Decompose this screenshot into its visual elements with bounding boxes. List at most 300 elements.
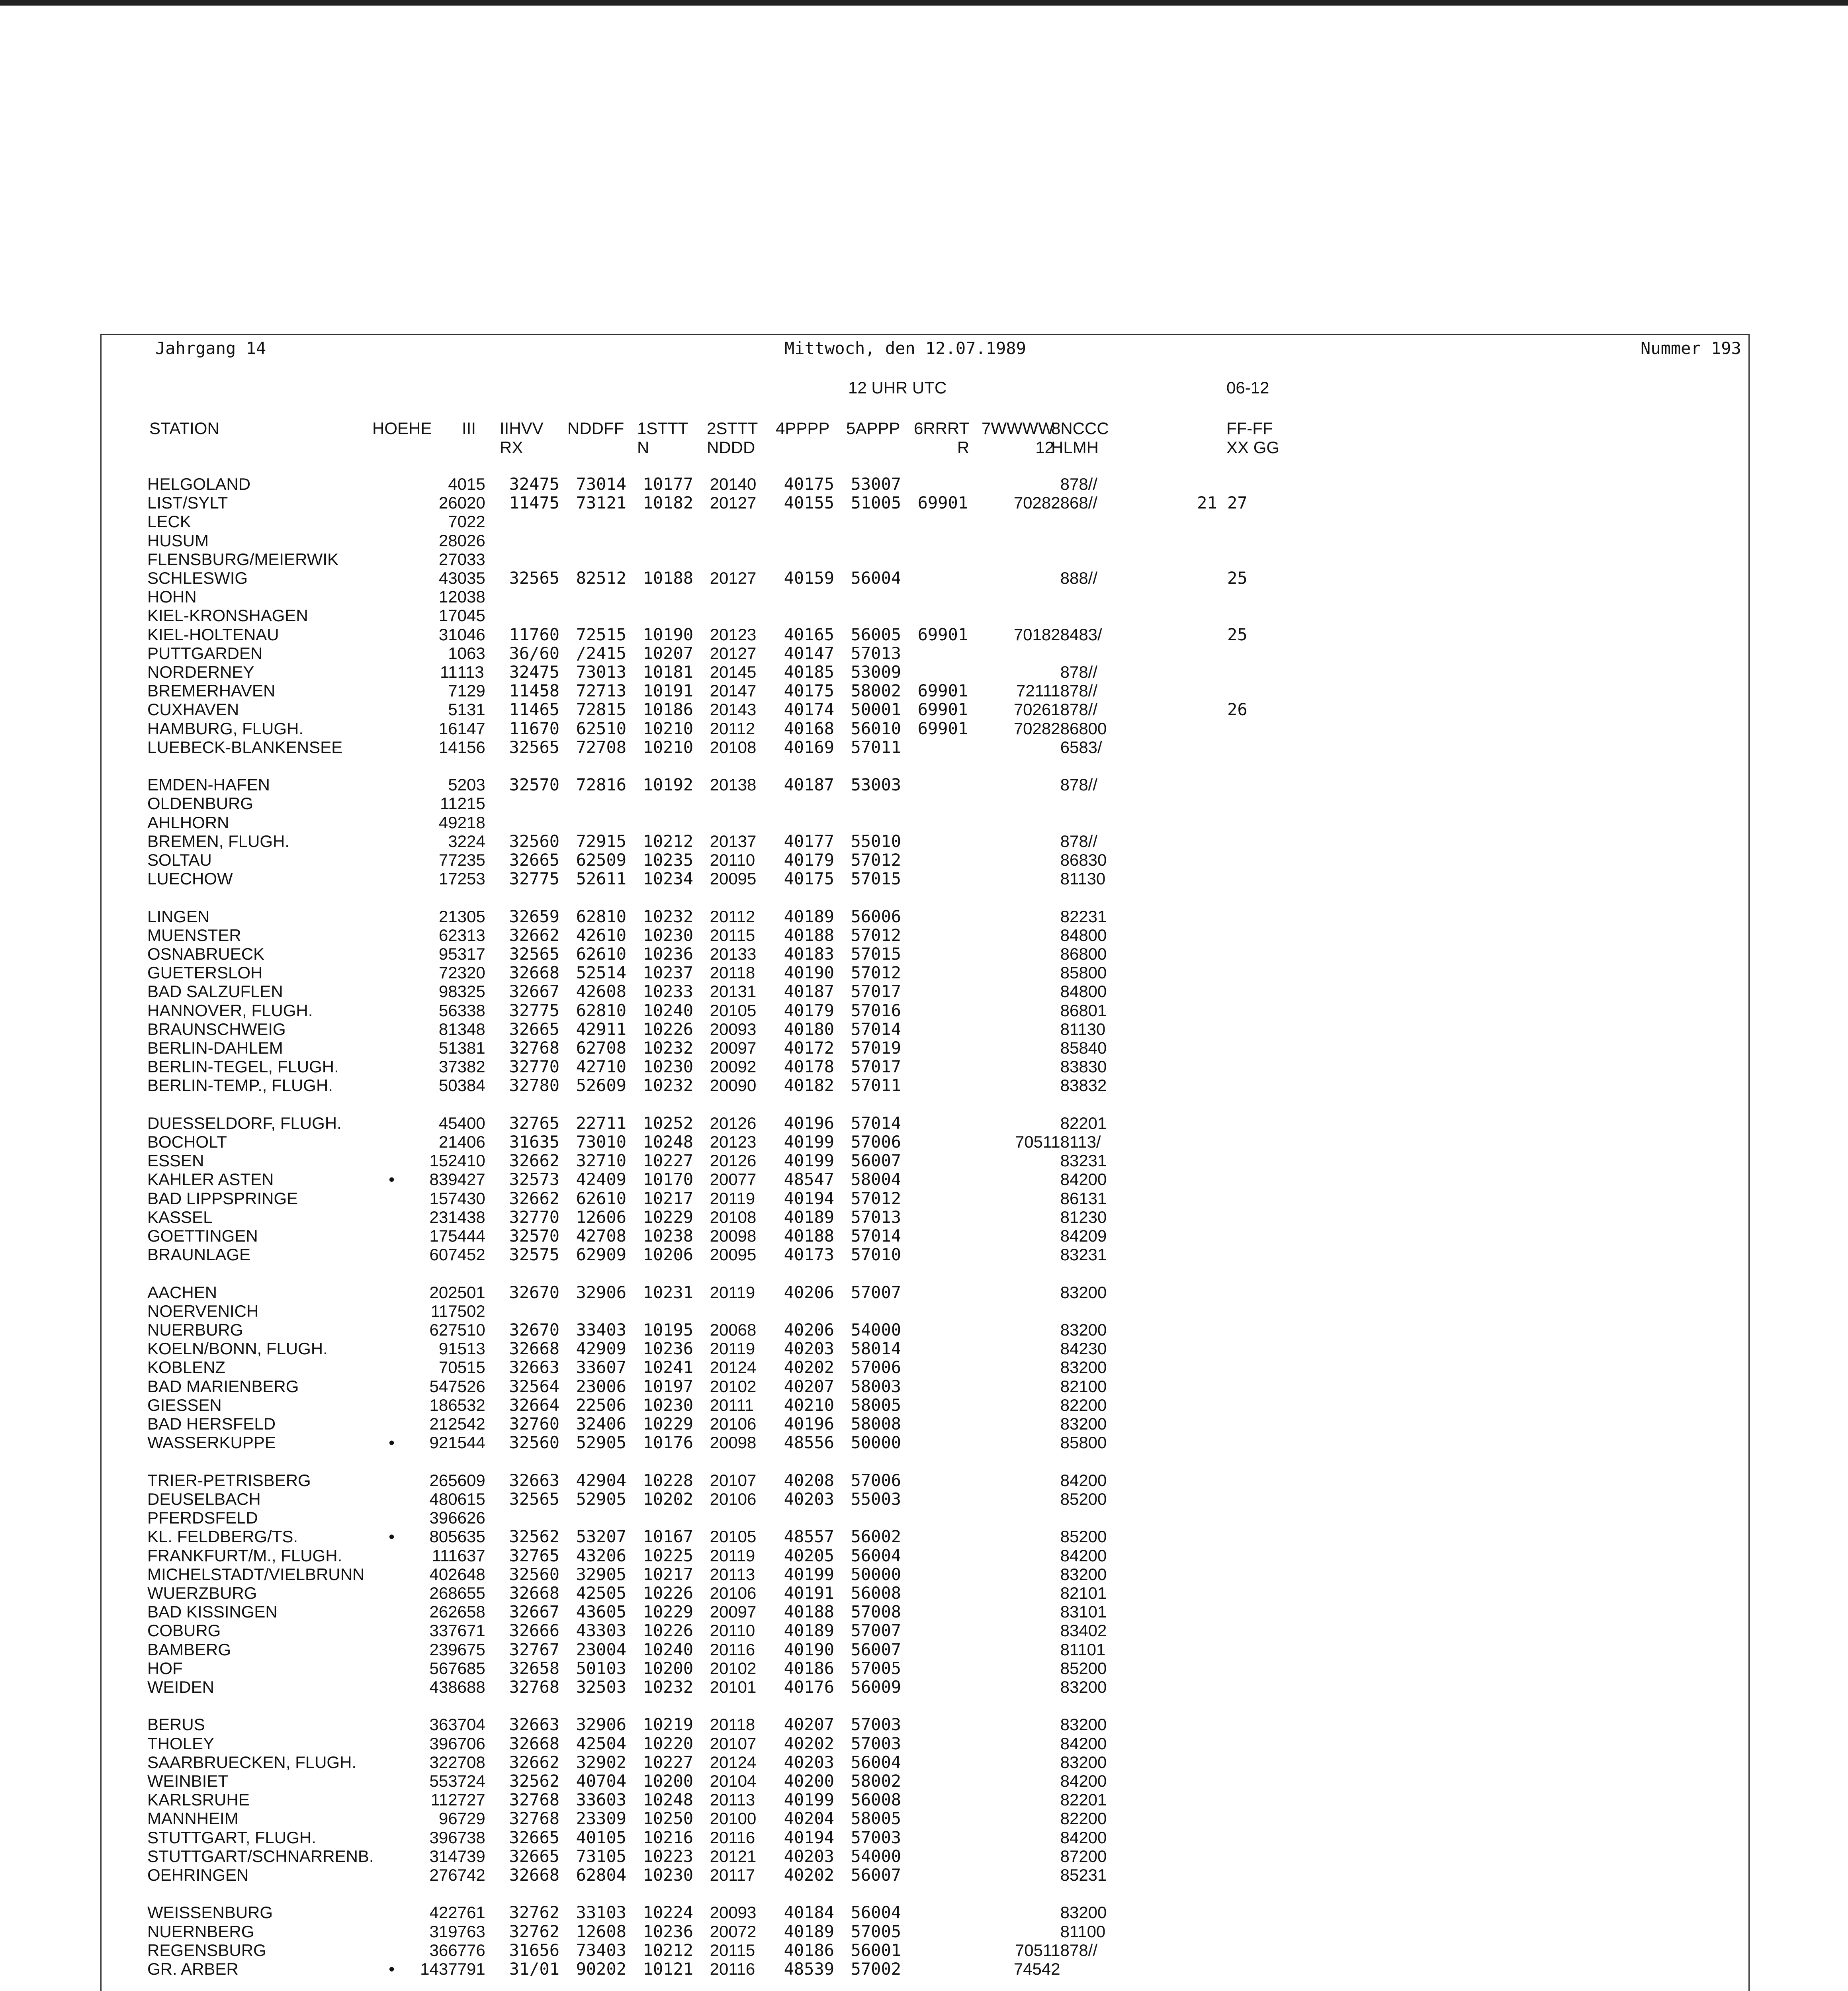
obs-group-9: 85840 — [1060, 1039, 1107, 1058]
obs-group-3: 10210 — [643, 737, 694, 757]
obs-group-3: 10217 — [643, 1565, 694, 1584]
obs-group-7 — [918, 1903, 985, 1922]
obs-group-10 — [1152, 1678, 1248, 1696]
obs-group-3: 10235 — [643, 851, 694, 870]
obs-group-4: 20093 — [710, 1019, 757, 1039]
obs-group-1: 11465 — [509, 700, 560, 719]
station-name: MICHELSTADT/VIELBRUNN — [147, 1565, 365, 1584]
obs-group-2 — [576, 1508, 643, 1527]
obs-group-1: 32475 — [509, 475, 560, 494]
obs-group-2: 72816 — [576, 775, 627, 794]
station-row — [147, 945, 1248, 963]
station-name: OLDENBURG — [147, 794, 254, 813]
obs-group-9: 84209 — [1060, 1226, 1107, 1246]
obs-group-4: 20093 — [710, 1903, 757, 1922]
obs-group-10 — [1152, 1245, 1248, 1264]
mountain-marker — [374, 982, 410, 1001]
obs-group-6: 57014 — [851, 1113, 902, 1133]
obs-group-2: 42505 — [576, 1583, 627, 1603]
mountain-marker — [374, 1020, 410, 1039]
separator-cell — [147, 757, 1248, 775]
station-name: MANNHEIM — [147, 1809, 239, 1828]
station-id: 609 — [457, 1471, 485, 1490]
station-row — [147, 1396, 1248, 1414]
obs-group-5: 40172 — [784, 1039, 835, 1058]
obs-group-7 — [918, 1433, 985, 1452]
obs-group-1: 32768 — [509, 1677, 560, 1697]
obs-group-8 — [985, 1226, 1060, 1245]
station-id: 444 — [457, 1226, 485, 1246]
obs-group-6: 57006 — [851, 1471, 902, 1490]
obs-group-8 — [985, 832, 1060, 851]
group-separator — [147, 1696, 1248, 1715]
mountain-marker — [374, 1151, 410, 1170]
station-height: 396 — [429, 1734, 458, 1753]
station-height: 91 — [438, 1339, 458, 1358]
col-4pppp: 4PPPP — [776, 419, 830, 438]
obs-group-8 — [985, 1020, 1060, 1039]
obs-group-8: 70182 — [1013, 625, 1060, 644]
col-station: STATION — [149, 419, 219, 438]
obs-group-8 — [985, 1715, 1060, 1734]
obs-group-10 — [1152, 1414, 1248, 1433]
mountain-marker — [374, 644, 410, 663]
mountain-marker — [374, 1245, 410, 1264]
obs-group-2: 52514 — [576, 963, 627, 982]
obs-group-3: 10190 — [643, 625, 694, 644]
obs-group-10 — [1152, 1847, 1248, 1866]
obs-group-8 — [985, 1828, 1060, 1847]
obs-group-4: 20112 — [710, 907, 755, 926]
station-id: 501 — [457, 1283, 485, 1302]
obs-group-6: 56009 — [851, 1677, 902, 1697]
obs-group-6: 57013 — [851, 1207, 902, 1227]
obs-group-1: 31635 — [509, 1132, 560, 1152]
station-height: 21 — [438, 907, 458, 926]
obs-group-9: 878// — [1060, 663, 1098, 682]
obs-group-5: 40175 — [784, 475, 835, 494]
obs-group-6: 53003 — [851, 775, 902, 794]
station-name: KIEL-HOLTENAU — [147, 625, 279, 644]
obs-group-3: 10181 — [643, 663, 694, 682]
obs-group-10 — [1152, 606, 1248, 625]
obs-group-7 — [918, 1659, 985, 1678]
station-id: 510 — [457, 1320, 485, 1340]
obs-group-10 — [1152, 775, 1248, 794]
station-name: BAMBERG — [147, 1640, 231, 1659]
station-name: BREMEN, FLUGH. — [147, 831, 290, 851]
station-row — [147, 1565, 1248, 1584]
obs-group-10 — [1152, 475, 1248, 493]
station-height: 21 — [438, 1132, 458, 1152]
station-id: 325 — [457, 982, 485, 1001]
obs-group-9: 83200 — [1060, 1677, 1107, 1696]
obs-group-5: 40203 — [784, 1752, 835, 1772]
obs-group-9: 81230 — [1060, 1207, 1107, 1226]
mountain-marker — [374, 926, 410, 945]
obs-group-5: 40179 — [784, 851, 835, 870]
obs-group-6: 57017 — [851, 982, 902, 1001]
obs-group-8 — [985, 1546, 1060, 1565]
obs-group-4: 20092 — [710, 1057, 757, 1076]
station-id: 430 — [457, 1189, 485, 1208]
obs-group-4: 20124 — [710, 1358, 757, 1377]
station-row — [147, 1151, 1248, 1170]
obs-group-5: 40196 — [784, 1414, 835, 1434]
station-row — [147, 926, 1248, 945]
station-name: SOLTAU — [147, 851, 212, 870]
obs-group-6: 55010 — [851, 831, 902, 851]
obs-group-1: 32767 — [509, 1640, 560, 1659]
obs-group-9: 82100 — [1060, 1377, 1107, 1396]
group-separator — [147, 1978, 1248, 1991]
obs-group-3: 10230 — [643, 925, 694, 945]
obs-group-2: 22506 — [576, 1395, 627, 1415]
obs-group-7 — [918, 794, 985, 813]
station-name: HOHN — [147, 587, 197, 606]
obs-group-2: 42909 — [576, 1339, 627, 1358]
station-row — [147, 813, 1248, 832]
obs-group-8: 74542 — [1013, 1959, 1060, 1978]
obs-group-2: 42504 — [576, 1734, 627, 1753]
station-id: 406 — [457, 1132, 485, 1152]
obs-group-9: 83200 — [1060, 1752, 1107, 1772]
station-name: BOCHOLT — [147, 1132, 227, 1152]
obs-group-4: 20147 — [710, 681, 757, 700]
obs-group-5: 40200 — [784, 1771, 835, 1791]
obs-group-6: 58008 — [851, 1414, 902, 1434]
obs-group-5: 40207 — [784, 1377, 835, 1396]
obs-group-4: 20124 — [710, 1752, 757, 1772]
obs-group-7 — [918, 550, 985, 569]
obs-group-8 — [985, 1245, 1060, 1264]
obs-group-2: 42911 — [576, 1019, 627, 1039]
obs-group-8 — [985, 1170, 1060, 1189]
station-id: 739 — [457, 1846, 485, 1866]
obs-group-2: 42608 — [576, 982, 627, 1001]
station-id: 513 — [457, 1339, 485, 1358]
station-id: 658 — [457, 1602, 485, 1621]
obs-group-5 — [784, 794, 851, 813]
obs-group-10 — [1152, 1170, 1248, 1189]
obs-group-4: 20116 — [710, 1959, 755, 1978]
obs-group-2: 52905 — [576, 1489, 627, 1509]
observation-table — [147, 475, 1248, 1991]
obs-group-9 — [1060, 606, 1152, 625]
obs-group-7 — [918, 663, 985, 681]
separator-cell — [147, 1264, 1248, 1283]
mountain-marker — [374, 1302, 410, 1320]
obs-group-5: 40186 — [784, 1659, 835, 1678]
obs-group-2: 32905 — [576, 1565, 627, 1584]
station-name: LUECHOW — [147, 869, 233, 888]
obs-group-4: 20098 — [710, 1226, 757, 1246]
obs-group-7 — [918, 1565, 985, 1584]
obs-group-5: 40182 — [784, 1076, 835, 1095]
obs-group-4: 20123 — [710, 1132, 757, 1152]
obs-group-2: 40105 — [576, 1828, 627, 1847]
station-row — [147, 738, 1248, 757]
obs-group-8 — [985, 1471, 1060, 1490]
station-height: 62 — [438, 925, 458, 945]
obs-group-3: 10186 — [643, 700, 694, 719]
obs-group-3: 10224 — [643, 1903, 694, 1922]
obs-group-2: 32906 — [576, 1715, 627, 1734]
obs-group-10 — [1152, 832, 1248, 851]
obs-group-10 — [1152, 869, 1248, 888]
obs-group-9 — [1060, 550, 1152, 569]
station-height: 50 — [438, 1076, 458, 1095]
obs-group-1: 32765 — [509, 1113, 560, 1133]
station-height: 480 — [429, 1489, 458, 1508]
station-height: 70 — [438, 1358, 458, 1377]
obs-group-4: 20110 — [710, 851, 755, 870]
obs-group-5: 40183 — [784, 945, 835, 964]
obs-group-10: 26 — [1227, 700, 1248, 719]
mountain-marker — [374, 1339, 410, 1358]
obs-group-4: 20131 — [710, 982, 757, 1001]
obs-group-7 — [918, 1508, 985, 1527]
obs-group-1: 32659 — [509, 907, 560, 926]
station-id: 046 — [457, 625, 485, 644]
station-name: BAD SALZUFLEN — [147, 982, 283, 1001]
obs-group-10 — [1152, 1734, 1248, 1753]
obs-group-9: 81130 — [1060, 1019, 1106, 1039]
obs-group-1: 32768 — [509, 1790, 560, 1809]
obs-group-9: 6583/ — [1060, 737, 1102, 757]
obs-group-7 — [918, 851, 985, 869]
obs-group-2 — [576, 794, 643, 813]
mountain-marker — [374, 1508, 410, 1527]
obs-group-5: 40177 — [784, 831, 835, 851]
station-name: KARLSRUHE — [147, 1790, 250, 1809]
obs-group-6: 57012 — [851, 851, 902, 870]
obs-group-1: 32562 — [509, 1771, 560, 1791]
station-row — [147, 1490, 1248, 1508]
obs-group-3: 10212 — [643, 1940, 694, 1960]
obs-group-2: 73014 — [576, 475, 627, 494]
obs-group-6: 55003 — [851, 1489, 902, 1509]
station-height: 547 — [429, 1377, 458, 1396]
obs-group-1: 36/60 — [509, 643, 560, 663]
obs-group-1: 32564 — [509, 1377, 560, 1396]
mountain-marker — [374, 1753, 410, 1772]
station-name: NUERNBERG — [147, 1922, 254, 1941]
obs-group-6: 56005 — [851, 625, 902, 644]
obs-group-10 — [1152, 1320, 1248, 1339]
obs-group-7 — [918, 1283, 985, 1302]
obs-group-2: 62708 — [576, 1039, 627, 1058]
obs-group-2: 33103 — [576, 1903, 627, 1922]
obs-group-10 — [1152, 1490, 1248, 1508]
obs-group-7 — [918, 1245, 985, 1264]
obs-group-6: 56002 — [851, 1527, 902, 1546]
station-row — [147, 832, 1248, 851]
obs-group-7 — [918, 1151, 985, 1170]
separator-cell — [147, 1095, 1248, 1114]
obs-group-2: 73010 — [576, 1132, 627, 1152]
station-height: 262 — [429, 1602, 458, 1621]
obs-group-3: 10240 — [643, 1001, 694, 1020]
obs-group-6: 58005 — [851, 1395, 902, 1415]
obs-group-3 — [643, 531, 710, 550]
obs-group-4: 20100 — [710, 1809, 757, 1828]
obs-group-8 — [985, 963, 1060, 982]
obs-group-2: 62610 — [576, 1189, 627, 1208]
obs-group-8 — [985, 1847, 1060, 1866]
station-height: 7 — [448, 512, 458, 531]
obs-group-3: 10232 — [643, 1076, 694, 1095]
obs-group-3: 10197 — [643, 1377, 694, 1396]
obs-group-3: 10248 — [643, 1790, 694, 1809]
obs-group-5: 40175 — [784, 869, 835, 888]
observation-time: 12 UHR UTC — [848, 378, 947, 397]
obs-group-1 — [509, 587, 576, 606]
obs-group-3: 10229 — [643, 1414, 694, 1434]
obs-group-7 — [918, 1678, 985, 1696]
obs-group-9: 85800 — [1060, 963, 1107, 982]
obs-group-7 — [918, 1377, 985, 1396]
obs-group-6: 57006 — [851, 1132, 902, 1152]
obs-group-1: 32570 — [509, 775, 560, 794]
obs-group-8 — [985, 775, 1060, 794]
obs-group-1: 32560 — [509, 1433, 560, 1452]
obs-group-10 — [1152, 926, 1248, 945]
mountain-marker — [374, 1715, 410, 1734]
station-height: 117 — [430, 1301, 458, 1320]
mountain-marker — [374, 1809, 410, 1828]
col-iihvv: IIHVV RX — [500, 419, 544, 457]
obs-group-9 — [1060, 531, 1152, 550]
station-id: 313 — [457, 925, 485, 945]
obs-group-6: 54000 — [851, 1846, 902, 1866]
col-5appp: 5APPP — [846, 419, 900, 438]
obs-group-8 — [985, 869, 1060, 888]
obs-group-7: 69901 — [917, 700, 968, 719]
obs-group-8 — [985, 1339, 1060, 1358]
station-row — [147, 1339, 1248, 1358]
obs-group-2: 43605 — [576, 1602, 627, 1621]
station-id: 382 — [457, 1057, 485, 1076]
obs-group-9 — [1060, 587, 1152, 606]
obs-group-5: 40188 — [784, 1602, 835, 1621]
obs-group-5: 40199 — [784, 1790, 835, 1809]
obs-group-7 — [918, 1847, 985, 1866]
station-row — [147, 719, 1248, 738]
mountain-marker — [374, 1772, 410, 1790]
obs-group-8 — [985, 569, 1060, 587]
station-row — [147, 644, 1248, 663]
obs-group-5 — [784, 1302, 851, 1320]
station-height: 202 — [429, 1283, 458, 1302]
obs-group-4: 20068 — [710, 1320, 757, 1340]
obs-group-10 — [1152, 644, 1248, 663]
obs-group-1: 32665 — [509, 1828, 560, 1847]
station-name: CUXHAVEN — [147, 700, 239, 719]
obs-group-1: 32565 — [509, 569, 560, 588]
obs-group-4: 20133 — [710, 945, 757, 964]
station-row — [147, 1903, 1248, 1922]
obs-group-7 — [918, 1339, 985, 1358]
obs-group-7 — [918, 1189, 985, 1208]
station-id: 022 — [457, 512, 485, 531]
obs-group-7 — [918, 606, 985, 625]
obs-group-6: 58002 — [851, 1771, 902, 1791]
obs-group-2: 73105 — [576, 1846, 627, 1866]
obs-group-3: 10238 — [643, 1226, 694, 1246]
obs-group-4 — [710, 794, 784, 813]
obs-group-4: 20119 — [710, 1546, 755, 1565]
obs-group-2: 32710 — [576, 1151, 627, 1170]
obs-group-10 — [1152, 1527, 1248, 1546]
mountain-marker — [374, 587, 410, 606]
obs-group-10 — [1152, 1828, 1248, 1847]
obs-group-6: 57019 — [851, 1039, 902, 1058]
obs-group-6: 57007 — [851, 1621, 902, 1640]
obs-group-8 — [985, 1076, 1060, 1095]
station-height: 366 — [429, 1940, 458, 1960]
obs-group-1: 32664 — [509, 1395, 560, 1415]
issue-number: Nummer 193 — [1641, 338, 1741, 358]
obs-group-1 — [509, 550, 576, 569]
obs-group-3 — [643, 550, 710, 569]
station-name: AACHEN — [147, 1283, 217, 1302]
obs-group-1: 32665 — [509, 851, 560, 870]
obs-group-10 — [1152, 1602, 1248, 1621]
station-row — [147, 1076, 1248, 1095]
obs-group-9: 82200 — [1060, 1395, 1107, 1414]
station-name: HELGOLAND — [147, 475, 251, 493]
mountain-marker — [374, 1678, 410, 1696]
obs-group-3: 10207 — [643, 643, 694, 663]
mountain-marker — [374, 907, 410, 926]
obs-group-7 — [918, 1602, 985, 1621]
obs-group-9 — [1060, 512, 1152, 531]
station-name: OEHRINGEN — [147, 1865, 249, 1884]
station-name: KASSEL — [147, 1207, 213, 1226]
obs-group-3: 10230 — [643, 1395, 694, 1415]
obs-group-10 — [1152, 550, 1248, 569]
obs-group-8 — [985, 1283, 1060, 1302]
station-name: BAD MARIENBERG — [147, 1377, 299, 1396]
obs-group-4: 20107 — [710, 1734, 757, 1753]
obs-group-3 — [643, 794, 710, 813]
obs-group-6: 57016 — [851, 1001, 902, 1020]
obs-group-2 — [576, 813, 643, 832]
station-row — [147, 869, 1248, 888]
mountain-marker — [374, 569, 410, 587]
col-7wwww: 7WWWW 12 — [982, 419, 1054, 457]
obs-group-8 — [985, 1621, 1060, 1640]
obs-group-6: 56008 — [851, 1790, 902, 1809]
obs-group-10 — [1152, 907, 1248, 926]
obs-group-2: 73121 — [576, 493, 627, 512]
obs-group-7 — [918, 512, 985, 531]
station-id: 729 — [457, 1809, 485, 1828]
obs-group-5: 40208 — [784, 1471, 835, 1490]
obs-group-3: 10226 — [643, 1583, 694, 1603]
obs-group-4: 20126 — [710, 1151, 757, 1170]
mountain-marker — [374, 1076, 410, 1095]
obs-group-2: 62510 — [576, 719, 627, 738]
station-row — [147, 663, 1248, 681]
obs-group-1: 11458 — [509, 681, 560, 700]
station-id: 742 — [457, 1865, 485, 1884]
obs-group-9: 84800 — [1060, 925, 1107, 945]
station-row — [147, 1659, 1248, 1678]
obs-group-2: 12608 — [576, 1922, 627, 1941]
obs-group-6 — [851, 531, 918, 550]
